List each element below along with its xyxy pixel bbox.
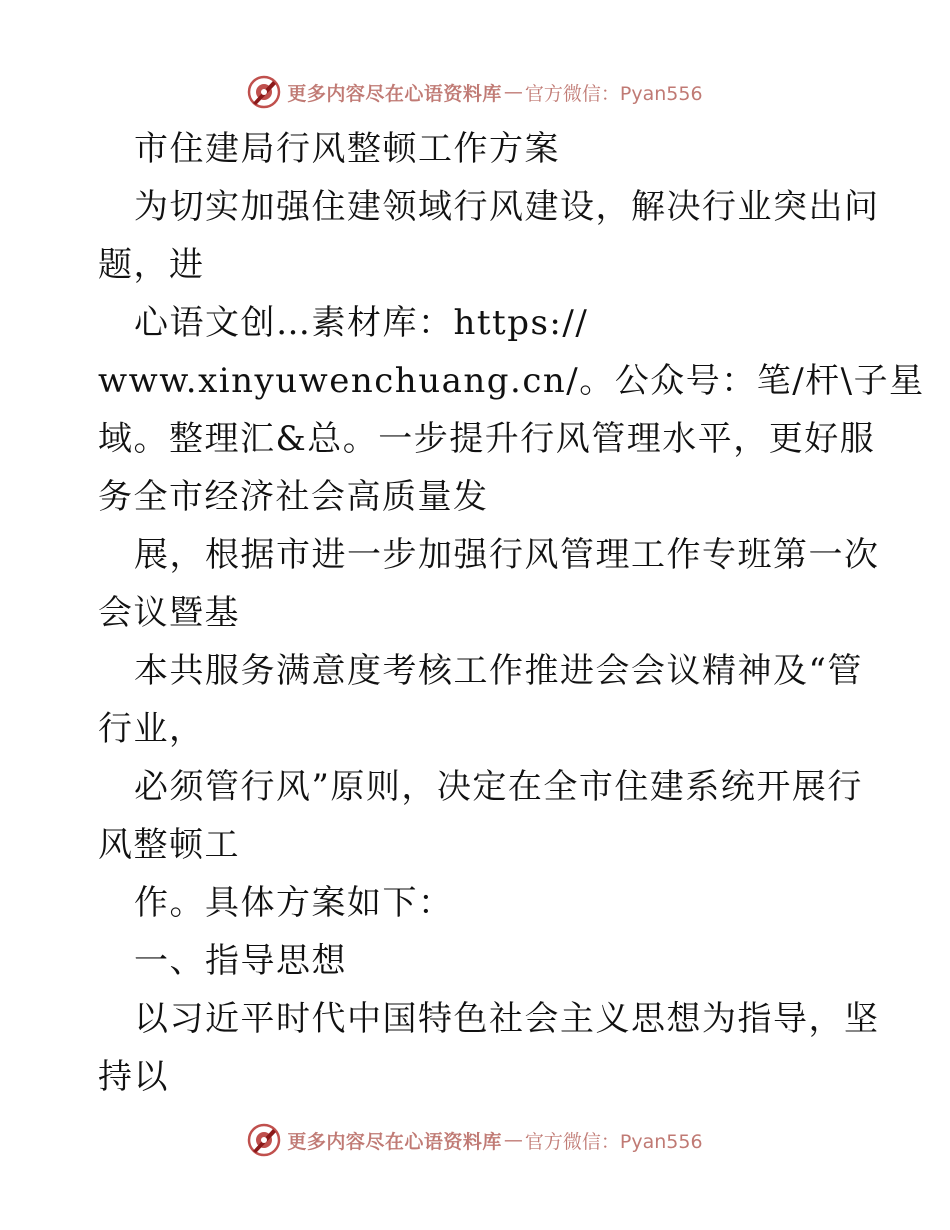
document-body (98, 120, 925, 1106)
banner-wechat-text: 官方微信：Pyan556 (524, 82, 703, 105)
header-banner (0, 72, 950, 112)
document-line: 市住建局行风整顿工作方案 (134, 129, 560, 169)
document-line: 作。具体方案如下： (134, 883, 454, 923)
banner-dash: — (503, 81, 523, 103)
document-line: 为切实加强住建领域行风建设，解决行业突出问 (134, 187, 880, 227)
document-line: 务全市经济社会高质量发 (98, 477, 489, 517)
banner-main-text: 更多内容尽在心语资料库 (287, 1130, 502, 1153)
quill-seal-icon (247, 1123, 281, 1157)
document-line: 本共服务满意度考核工作推进会会议精神及“管 (134, 651, 863, 691)
document-line: 域。整理汇&总。一步提升行风管理水平，更好服 (98, 419, 876, 459)
banner-main-text: 更多内容尽在心语资料库 (287, 82, 502, 105)
document-line: 风整顿工 (98, 825, 240, 865)
document-line: 一、指导思想 (134, 941, 347, 981)
document-line: 必须管行风”原则，决定在全市住建系统开展行 (134, 767, 863, 807)
banner-dash: — (503, 1129, 523, 1151)
footer-banner (0, 1120, 950, 1160)
document-line: 以习近平时代中国特色社会主义思想为指导，坚 (134, 999, 880, 1039)
document-line: www.xinyuwenchuang.cn/。公众号：笔/杆\子星 (98, 361, 925, 401)
document-line: 行业， (98, 709, 205, 749)
document-line: 题，进 (98, 245, 205, 285)
document-line: 会议暨基 (98, 593, 240, 633)
document-line: 展，根据市进一步加强行风管理工作专班第一次 (134, 535, 880, 575)
quill-seal-icon (247, 75, 281, 109)
banner-wechat-text: 官方微信：Pyan556 (524, 1130, 703, 1153)
document-line: 持以 (98, 1057, 169, 1097)
document-line: 心语文创…素材库：https:// (134, 303, 589, 343)
